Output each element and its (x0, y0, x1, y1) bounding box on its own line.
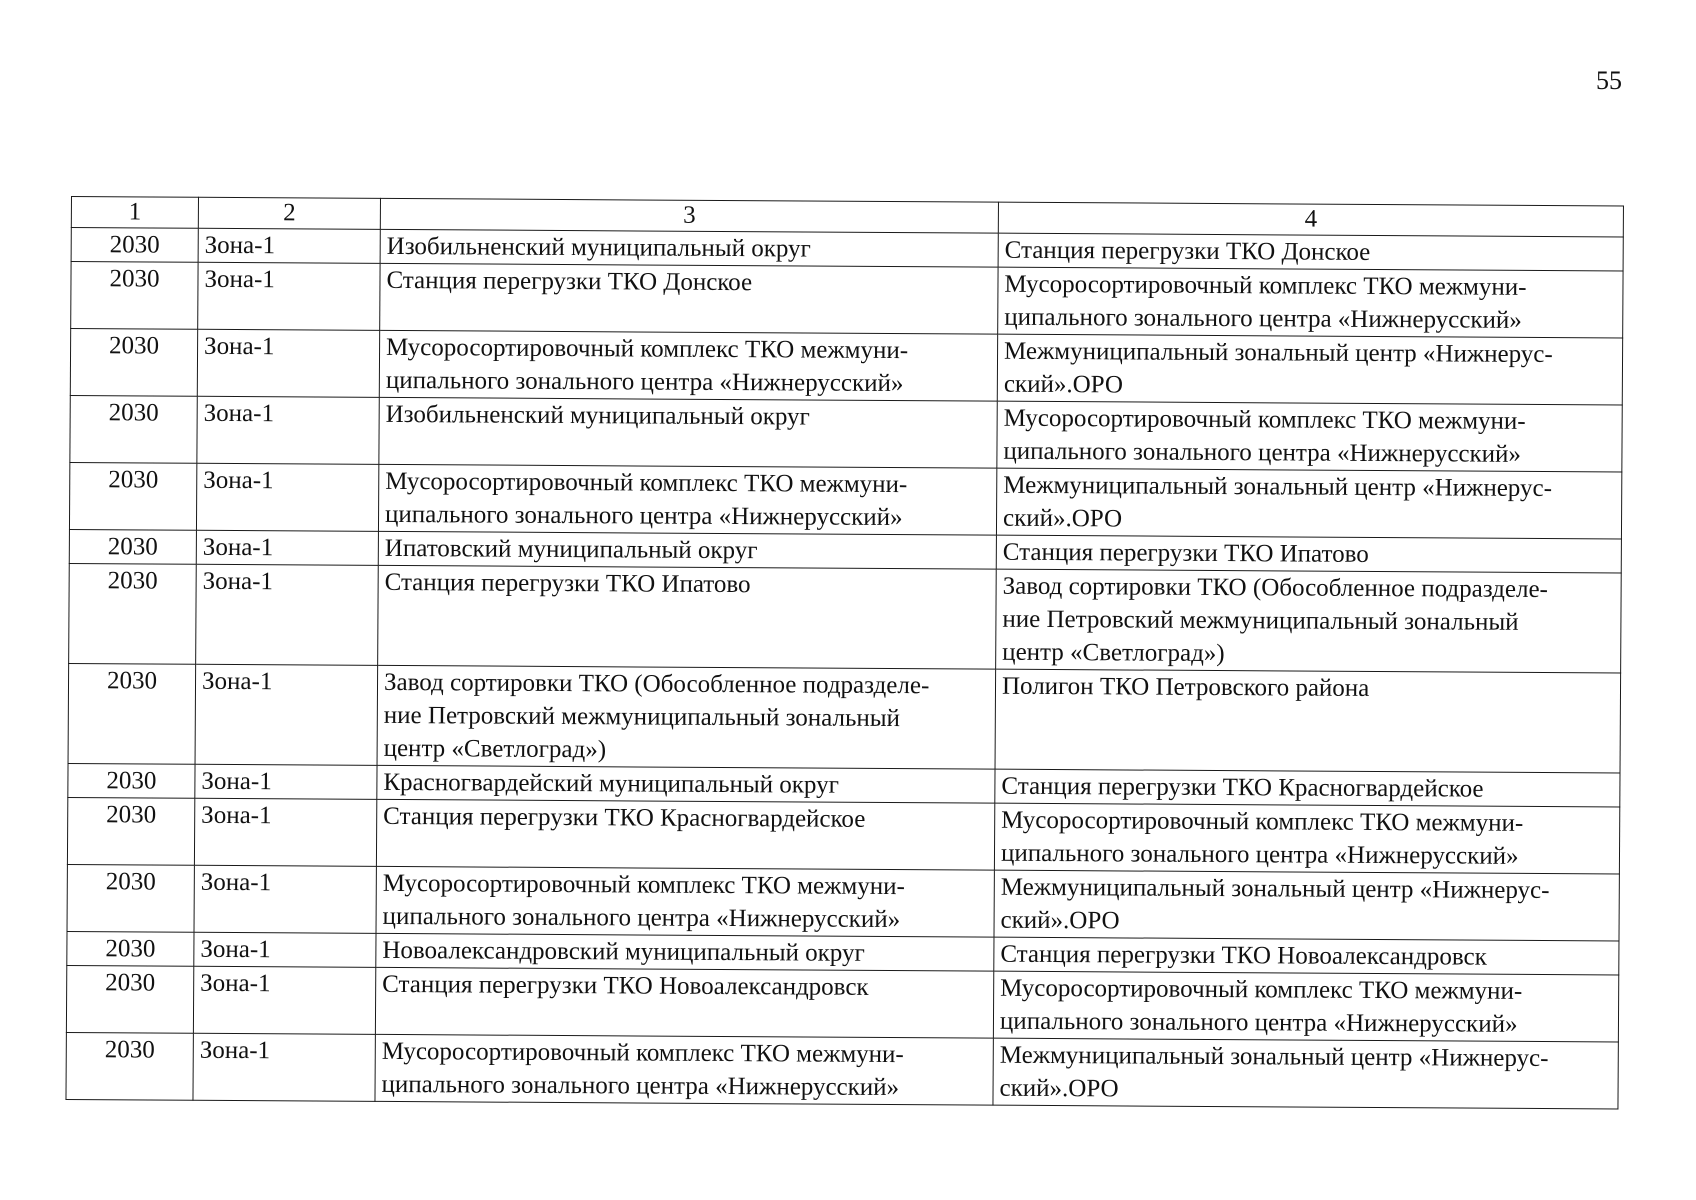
year-cell: 2030 (66, 965, 193, 1033)
destination-cell: Станция перегрузки ТКО Ипатово (996, 535, 1621, 573)
table-row (67, 797, 1619, 873)
column-number-3: 3 (380, 198, 998, 233)
year-cell: 2030 (70, 329, 197, 397)
source-cell: Станция перегрузки ТКО Ипатово (378, 565, 997, 669)
source-cell: Изобильненский муниципальный округ (380, 229, 998, 267)
zone-cell: Зона-1 (194, 865, 376, 933)
source-cell: Мусоросортировочный комплекс ТКО межмуни- ципального зонального центра «Нижнерусский» (375, 1034, 993, 1105)
year-cell: 2030 (71, 262, 198, 330)
column-number-2: 2 (198, 197, 380, 229)
year-cell: 2030 (67, 931, 194, 966)
zone-cell: Зона-1 (197, 396, 379, 464)
year-cell: 2030 (70, 395, 197, 463)
destination-cell: Мусоросортировочный комплекс ТКО межмуни- ципального зонального центра «Нижнерусский» (993, 971, 1618, 1042)
source-cell: Станция перегрузки ТКО Красногвардейское (376, 799, 994, 870)
year-cell: 2030 (71, 228, 198, 263)
destination-cell: Завод сортировки ТКО (Обособленное подразделе- ние Петровский межмуниципальный зональный центр «Светлоград») (996, 569, 1622, 673)
source-cell: Мусоросортировочный комплекс ТКО межмуни- ципального зонального центра «Нижнерусский» (376, 866, 994, 937)
table-row (69, 563, 1622, 672)
zone-cell: Зона-1 (198, 262, 380, 330)
destination-cell: Станция перегрузки ТКО Донское (998, 233, 1623, 271)
zone-cell: Зона-1 (193, 1033, 375, 1101)
year-cell: 2030 (68, 763, 195, 798)
destination-cell: Мусоросортировочный комплекс ТКО межмуни- ципального зонального центра «Нижнерусский» (994, 803, 1619, 874)
source-cell: Красногвардейский муниципальный округ (377, 765, 995, 803)
destination-cell: Станция перегрузки ТКО Новоалександровск (994, 937, 1619, 975)
year-cell: 2030 (66, 1032, 193, 1100)
zone-cell: Зона-1 (196, 530, 378, 565)
source-cell: Станция перегрузки ТКО Новоалександровск (375, 967, 993, 1038)
zone-cell: Зона-1 (194, 932, 376, 967)
destination-cell: Межмуниципальный зональный центр «Нижнерус- ский».ОРО (996, 468, 1621, 539)
year-cell: 2030 (68, 663, 196, 764)
routes-table (65, 196, 1623, 1109)
zone-cell: Зона-1 (194, 798, 376, 866)
destination-cell: Полигон ТКО Петровского района (995, 669, 1621, 773)
year-cell: 2030 (67, 797, 194, 865)
zone-cell: Зона-1 (195, 764, 377, 799)
year-cell: 2030 (69, 462, 196, 530)
zone-cell: Зона-1 (195, 664, 378, 765)
table-body (66, 197, 1623, 1109)
zone-cell: Зона-1 (193, 966, 375, 1034)
year-cell: 2030 (69, 529, 196, 564)
destination-cell: Мусоросортировочный комплекс ТКО межмуни- ципального зонального центра «Нижнерусский» (998, 267, 1623, 338)
table-row (68, 663, 1621, 772)
year-cell: 2030 (69, 563, 197, 664)
year-cell: 2030 (67, 864, 194, 932)
destination-cell: Станция перегрузки ТКО Красногвардейское (995, 769, 1620, 807)
column-number-4: 4 (998, 202, 1623, 237)
table-row (67, 864, 1619, 940)
table-row (70, 395, 1622, 471)
table-row (70, 329, 1622, 405)
destination-cell: Межмуниципальный зональный центр «Нижнерус- ский».ОРО (997, 334, 1622, 405)
source-cell: Изобильненский муниципальный округ (379, 397, 997, 468)
source-cell: Мусоросортировочный комплекс ТКО межмуни- ципального зонального центра «Нижнерусский» (378, 464, 996, 535)
source-cell: Станция перегрузки ТКО Донское (380, 263, 998, 334)
source-cell: Новоалександровский муниципальный округ (376, 933, 994, 971)
destination-cell: Межмуниципальный зональный центр «Нижнерус- ский».ОРО (993, 1038, 1618, 1109)
source-cell: Мусоросортировочный комплекс ТКО межмуни- ципального зонального центра «Нижнерусский» (379, 330, 997, 401)
zone-cell: Зона-1 (196, 463, 378, 531)
table-row (69, 462, 1621, 538)
table-row (71, 262, 1623, 338)
source-cell: Завод сортировки ТКО (Обособленное подразделе- ние Петровский межмуниципальный зональный центр «Светлоград») (377, 665, 996, 769)
source-cell: Ипатовский муниципальный округ (378, 531, 996, 569)
destination-cell: Мусоросортировочный комплекс ТКО межмуни- ципального зонального центра «Нижнерусский» (997, 401, 1622, 472)
zone-cell: Зона-1 (198, 228, 380, 263)
zone-cell: Зона-1 (197, 329, 379, 397)
column-number-1: 1 (71, 197, 198, 229)
zone-cell: Зона-1 (196, 564, 379, 665)
table-row (66, 1032, 1618, 1108)
table-row (66, 965, 1618, 1041)
destination-cell: Межмуниципальный зональный центр «Нижнерус- ский».ОРО (994, 870, 1619, 941)
page-number: 55 (1596, 66, 1622, 95)
